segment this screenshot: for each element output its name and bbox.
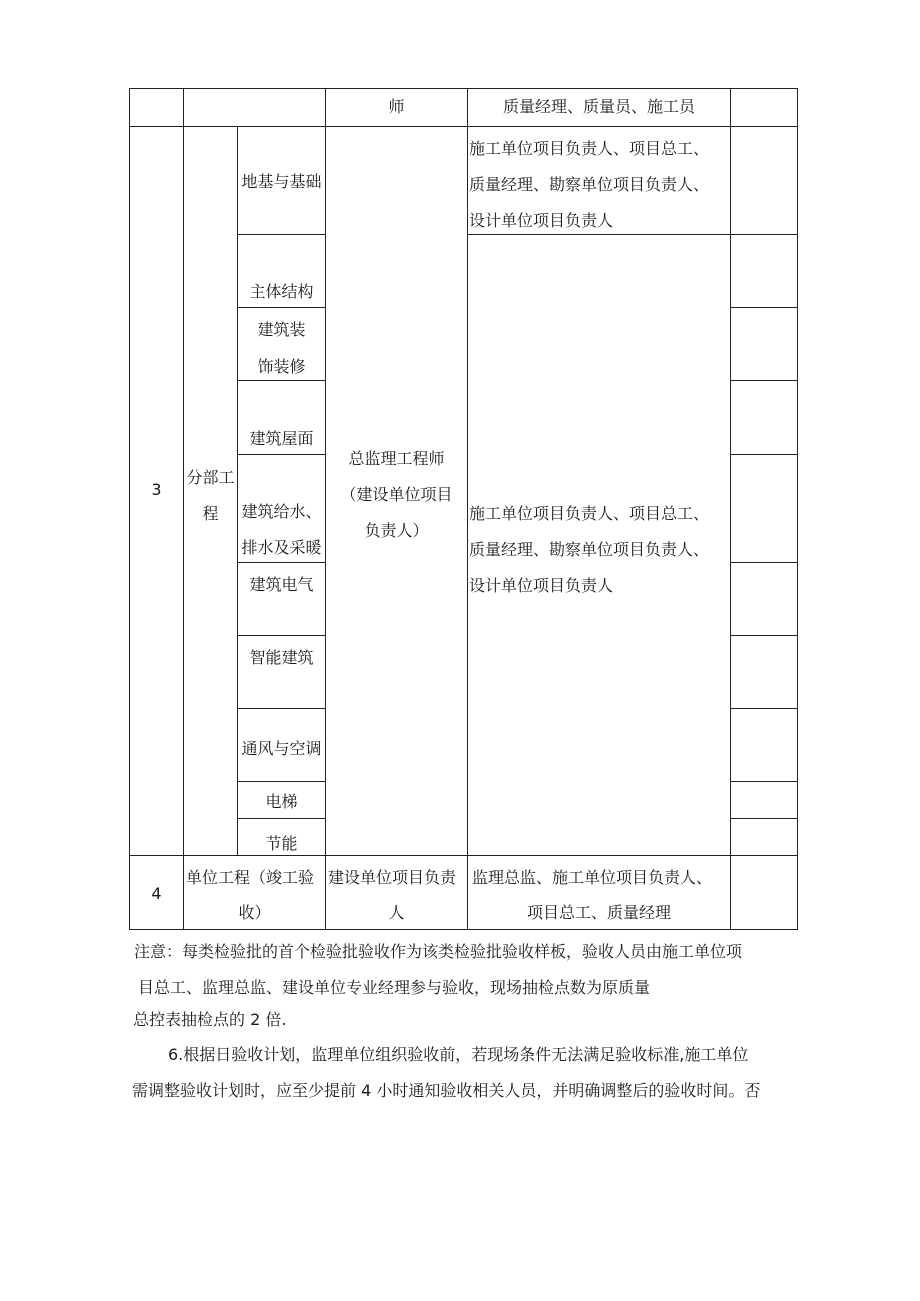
sub-item: 地基与基础 (241, 172, 322, 191)
participants: 施工单位项目负责人、项目总工、 (469, 504, 710, 523)
table-border (730, 708, 797, 709)
table-border (730, 562, 797, 563)
table-border (730, 454, 797, 455)
sub-item: 建筑给水、 (241, 502, 322, 521)
table-cell-participants: 质量经理、质量员、施工员 (502, 97, 695, 116)
sub-item: 节能 (265, 834, 298, 853)
sub-item: 建筑电气 (249, 575, 314, 594)
row-number: 3 (151, 480, 162, 499)
paragraph-line: 6.根据日验收计划，监理单位组织验收前，若现场条件无法满足验收标准,施工单位 (168, 1045, 749, 1064)
paragraph-line: 需调整验收计划时，应至少提前 4 小时通知验收相关人员，并明确调整后的验收时间。否 (132, 1081, 761, 1100)
table-border (730, 818, 797, 819)
sub-item: 排水及采暖 (241, 538, 322, 557)
sub-item: 建筑屋面 (249, 429, 314, 448)
table-cell-organizer: 师 (388, 97, 405, 116)
row-name: 单位工程（竣工验 (186, 868, 315, 887)
table-border (467, 88, 468, 930)
participants: 设计单位项目负责人 (469, 576, 614, 595)
note-line: 总控表抽检点的 2 倍. (133, 1010, 287, 1029)
row-name: 收） (238, 903, 271, 922)
category-label: 程 (202, 504, 219, 523)
organizer: 负责人） (364, 521, 429, 540)
table-border (129, 126, 797, 127)
organizer: （建设单位项目 (340, 485, 453, 504)
note-line: 目总工、监理总监、建设单位专业经理参与验收，现场抽检点数为原质量 (138, 978, 651, 997)
sub-item: 主体结构 (249, 282, 314, 301)
sub-item: 饰装修 (257, 357, 306, 376)
sub-item: 电梯 (265, 792, 298, 811)
row-number: 4 (151, 884, 162, 903)
organizer: 建设单位项目负责 (328, 868, 457, 887)
participants: 质量经理、勘察单位项目负责人、 (469, 175, 710, 194)
table-border (730, 88, 731, 930)
participants: 项目总工、质量经理 (526, 903, 671, 922)
note-line: 注意：每类检验批的首个检验批验收作为该类检验批验收样板，验收人员由施工单位项 (134, 942, 743, 961)
sub-item: 建筑装 (257, 320, 306, 339)
category-label: 分部工 (186, 468, 235, 487)
table-border (730, 781, 797, 782)
table-border (730, 635, 797, 636)
organizer: 总监理工程师 (348, 449, 445, 468)
table-border (237, 635, 325, 636)
table-border (730, 307, 797, 308)
participants: 监理总监、施工单位项目负责人、 (472, 868, 713, 887)
table-border (730, 380, 797, 381)
participants: 设计单位项目负责人 (469, 211, 614, 230)
table-border (237, 781, 325, 782)
participants: 质量经理、勘察单位项目负责人、 (469, 540, 710, 559)
participants: 施工单位项目负责人、项目总工、 (469, 139, 710, 158)
table-border (797, 88, 798, 930)
sub-item: 通风与空调 (241, 739, 322, 758)
sub-item: 智能建筑 (249, 648, 314, 667)
table-border (237, 234, 325, 235)
organizer: 人 (388, 903, 405, 922)
table-border (129, 855, 797, 856)
table-border (237, 708, 325, 709)
table-border (129, 88, 130, 930)
